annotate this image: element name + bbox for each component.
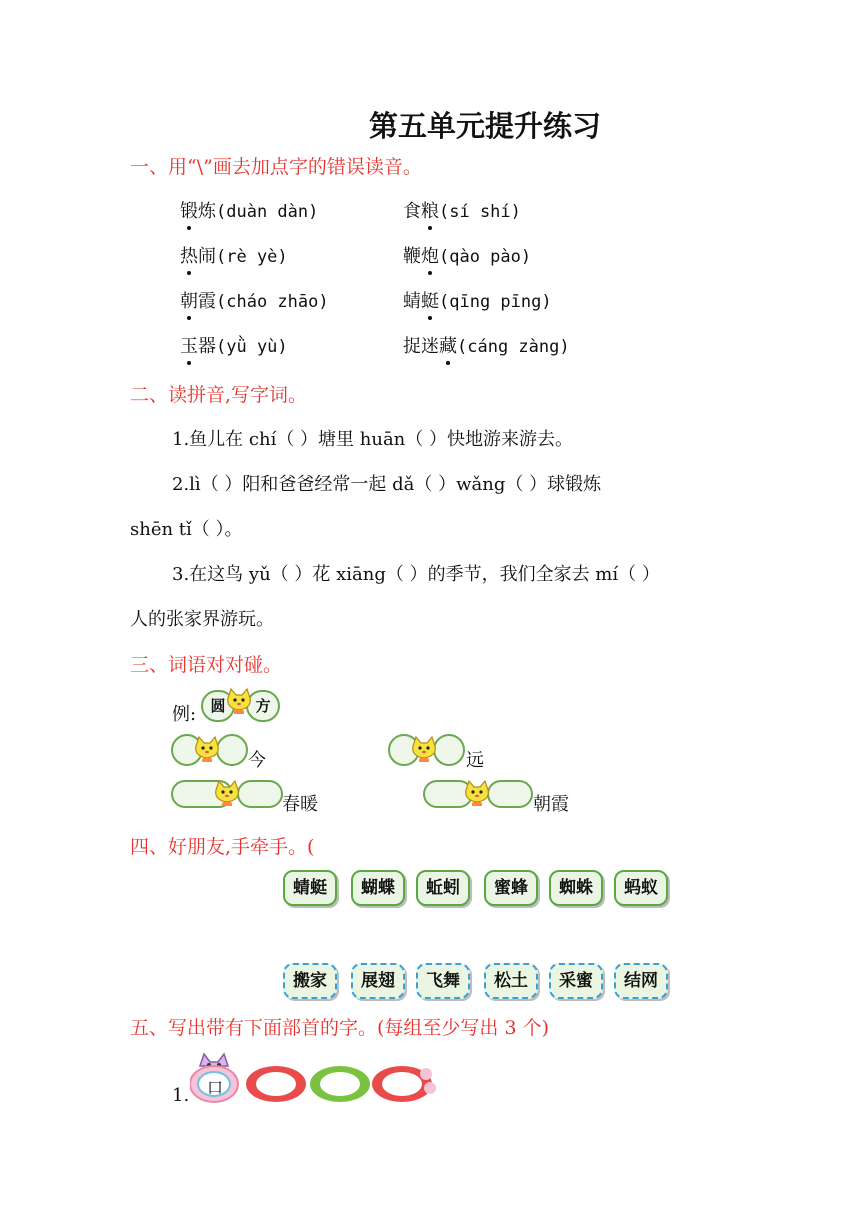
insect-word-box[interactable]: 蚯蚓	[416, 870, 470, 906]
question-2-line-2: 2.lì（ ）阳和爸爸经常一起 dǎ（ ）wǎng（ ）球锻炼	[172, 474, 602, 495]
dotted-char: 朝	[180, 287, 198, 313]
word-rest: 霞	[198, 291, 216, 312]
dotted-char: 玉	[180, 332, 198, 358]
blank-petal-2[interactable]	[310, 1066, 370, 1102]
section-5-heading: 五、写出带有下面部首的字。(每组至少写出 3 个)	[130, 1017, 549, 1039]
question-5-number: 1.	[172, 1085, 190, 1106]
pair-2-word: 远	[466, 750, 484, 771]
insect-word-box[interactable]: 蝴蝶	[351, 870, 405, 906]
pinyin-options[interactable]: (yǜ yù)	[216, 337, 288, 357]
pinyin-options[interactable]: (qīng pīng)	[439, 292, 552, 312]
insect-word-box[interactable]: 蜜蜂	[484, 870, 538, 906]
pinyin-options[interactable]: (duàn dàn)	[216, 202, 319, 222]
radical-char: 口	[207, 1078, 224, 1097]
word-rest: 炮	[421, 242, 439, 268]
example-right-char: 方	[255, 697, 271, 715]
pair-3-word: 春暖	[282, 794, 318, 815]
cat-icon	[409, 736, 439, 762]
example-label: 例:	[172, 704, 197, 725]
section-2-heading: 二、读拼音,写字词。	[130, 384, 308, 406]
question-2-line-5: 人的张家界游玩。	[130, 609, 274, 630]
insect-word-box[interactable]: 蚂蚁	[614, 870, 668, 906]
pronunciation-item	[180, 332, 288, 358]
pinyin-options[interactable]: (rè yè)	[216, 247, 288, 267]
pair-3-right-blank[interactable]	[237, 780, 283, 808]
pinyin-options[interactable]: (cáng zàng)	[457, 337, 570, 357]
cat-icon	[462, 780, 492, 806]
pronunciation-item	[180, 197, 318, 223]
action-word-box[interactable]: 展翅	[351, 963, 405, 999]
dotted-char: 食	[403, 201, 421, 222]
action-word-box[interactable]: 结网	[614, 963, 668, 999]
action-word-box[interactable]: 采蜜	[549, 963, 603, 999]
section-4-heading: 四、好朋友,手牵手。(	[130, 836, 315, 858]
page-title: 第五单元提升练习	[368, 109, 601, 143]
pair-1-word: 今	[248, 750, 266, 771]
section-3-heading: 三、词语对对碰。	[130, 654, 283, 676]
dotted-char: 热	[180, 242, 198, 268]
question-2-line-1: 1.鱼儿在 chí（ ）塘里 huān（ ）快地游来游去。	[172, 429, 573, 450]
word-rest: 粮	[421, 197, 439, 223]
word-rest: 藏	[439, 332, 457, 358]
pinyin-options[interactable]: (sí shí)	[439, 202, 521, 222]
pinyin-options[interactable]: (cháo zhāo)	[216, 292, 329, 312]
dotted-char: 鞭	[403, 246, 421, 267]
word-rest: 炼	[198, 201, 216, 222]
insect-word-box[interactable]: 蜘蛛	[549, 870, 603, 906]
word-rest: 蜓	[421, 287, 439, 313]
insect-word-box[interactable]: 蜻蜓	[283, 870, 337, 906]
dotted-char: 蜻	[403, 291, 421, 312]
dotted-char: 锻	[180, 197, 198, 223]
section-1-heading: 一、用“\”画去加点字的错误读音。	[130, 156, 422, 178]
example-left-char: 圆	[210, 697, 226, 715]
cat-icon	[224, 688, 254, 714]
pinyin-options[interactable]: (qào pào)	[439, 247, 532, 267]
pronunciation-item	[403, 287, 552, 313]
word-rest: 器	[198, 336, 216, 357]
cat-icon	[212, 780, 242, 806]
word-rest: 闹	[198, 246, 216, 267]
pair-4-word: 朝霞	[533, 794, 569, 815]
action-word-box[interactable]: 飞舞	[416, 963, 470, 999]
question-2-line-4: 3.在这鸟 yǔ（ ）花 xiāng（ ）的季节，我们全家去 mí（ ）	[172, 564, 660, 585]
cat-icon	[192, 736, 222, 762]
pronunciation-item	[403, 197, 521, 223]
dotted-char: 捉迷	[403, 336, 439, 357]
pair-4-right-blank[interactable]	[487, 780, 533, 808]
action-word-box[interactable]: 搬家	[283, 963, 337, 999]
pronunciation-item	[403, 332, 570, 358]
blank-petal-1[interactable]	[246, 1066, 306, 1102]
pronunciation-item	[180, 287, 329, 313]
action-word-box[interactable]: 松土	[484, 963, 538, 999]
radical-flower-chain	[190, 1050, 440, 1106]
question-2-line-3: shēn tǐ（ ）。	[130, 519, 243, 540]
pronunciation-item	[180, 242, 288, 268]
blank-petal-3[interactable]	[372, 1066, 436, 1102]
pronunciation-item	[403, 242, 531, 268]
